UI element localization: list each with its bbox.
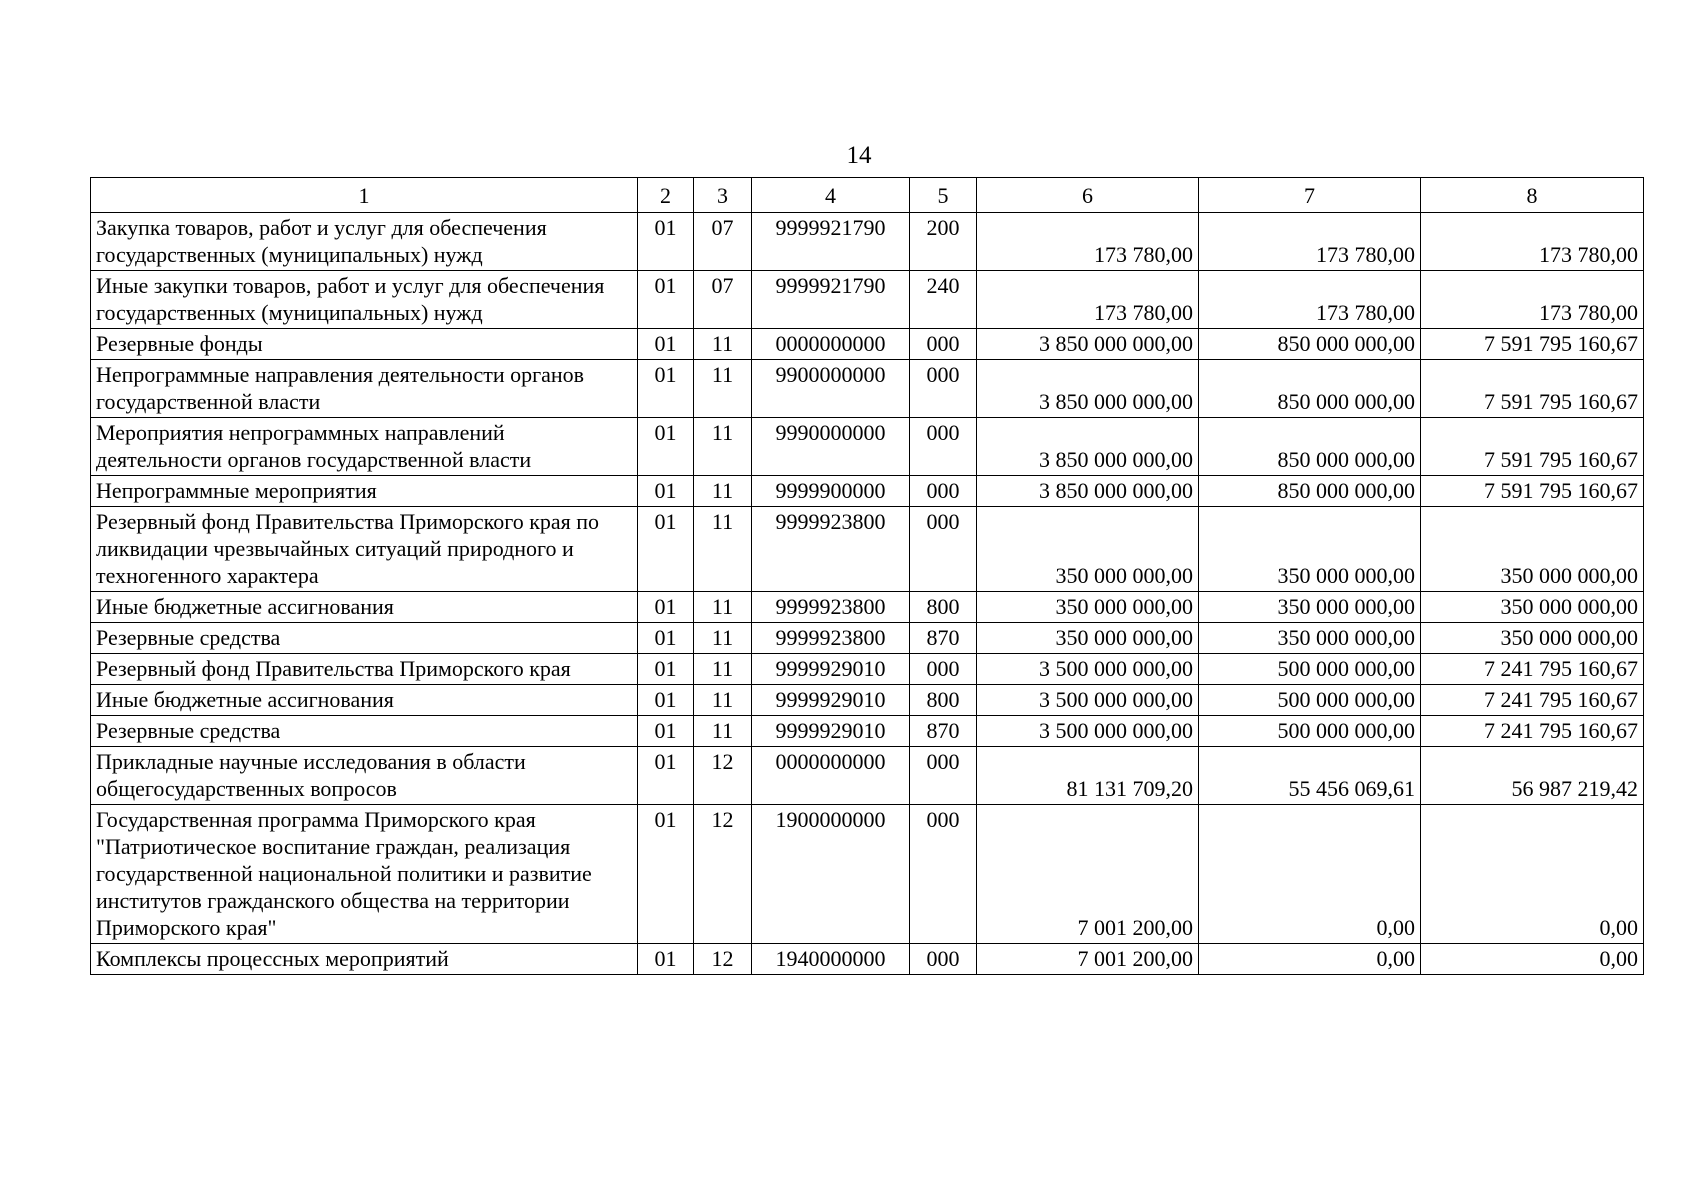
table-row (91, 507, 1644, 592)
expense-type-cell: 870 (910, 716, 977, 747)
row-name-cell: Государственная программа Приморского края "Патриотическое воспитание граждан, реализация государственной национальной политики и развитие институтов гражданского общества на территории Приморского края" (91, 805, 638, 944)
subsection-code-cell: 11 (694, 654, 752, 685)
amount-cell-col7: 173 780,00 (1199, 271, 1421, 329)
section-code-cell: 01 (638, 213, 694, 271)
amount-cell-col6: 350 000 000,00 (977, 592, 1199, 623)
section-code-cell: 01 (638, 592, 694, 623)
amount-cell-col6: 173 780,00 (977, 213, 1199, 271)
section-code-cell: 01 (638, 507, 694, 592)
table-row (91, 747, 1644, 805)
table-row (91, 716, 1644, 747)
section-code-cell: 01 (638, 805, 694, 944)
target-item-cell: 0000000000 (752, 329, 910, 360)
row-name-cell: Резервные фонды (91, 329, 638, 360)
section-code-cell: 01 (638, 747, 694, 805)
expense-type-cell: 000 (910, 944, 977, 975)
subsection-code-cell: 11 (694, 360, 752, 418)
table-row (91, 329, 1644, 360)
row-name-cell: Иные бюджетные ассигнования (91, 685, 638, 716)
amount-cell-col6: 3 500 000 000,00 (977, 685, 1199, 716)
table-header-row (91, 178, 1644, 213)
amount-cell-col7: 500 000 000,00 (1199, 654, 1421, 685)
section-code-cell: 01 (638, 685, 694, 716)
amount-cell-col8: 350 000 000,00 (1421, 623, 1644, 654)
header-cell: 3 (694, 178, 752, 213)
header-cell: 2 (638, 178, 694, 213)
amount-cell-col7: 173 780,00 (1199, 213, 1421, 271)
amount-cell-col7: 850 000 000,00 (1199, 476, 1421, 507)
amount-cell-col6: 350 000 000,00 (977, 623, 1199, 654)
amount-cell-col6: 3 500 000 000,00 (977, 654, 1199, 685)
amount-cell-col6: 7 001 200,00 (977, 944, 1199, 975)
table-row (91, 685, 1644, 716)
amount-cell-col7: 350 000 000,00 (1199, 507, 1421, 592)
subsection-code-cell: 11 (694, 476, 752, 507)
amount-cell-col7: 350 000 000,00 (1199, 623, 1421, 654)
target-item-cell: 9900000000 (752, 360, 910, 418)
row-name-cell: Резервные средства (91, 716, 638, 747)
amount-cell-col6: 173 780,00 (977, 271, 1199, 329)
amount-cell-col6: 3 850 000 000,00 (977, 360, 1199, 418)
table-row (91, 654, 1644, 685)
table-row (91, 805, 1644, 944)
target-item-cell: 9999921790 (752, 271, 910, 329)
section-code-cell: 01 (638, 716, 694, 747)
row-name-cell: Резервный фонд Правительства Приморского края по ликвидации чрезвычайных ситуаций природного и техногенного характера (91, 507, 638, 592)
section-code-cell: 01 (638, 271, 694, 329)
amount-cell-col6: 3 850 000 000,00 (977, 476, 1199, 507)
section-code-cell: 01 (638, 944, 694, 975)
amount-cell-col8: 7 591 795 160,67 (1421, 329, 1644, 360)
subsection-code-cell: 11 (694, 507, 752, 592)
amount-cell-col8: 7 591 795 160,67 (1421, 360, 1644, 418)
amount-cell-col6: 3 850 000 000,00 (977, 329, 1199, 360)
target-item-cell: 9990000000 (752, 418, 910, 476)
subsection-code-cell: 11 (694, 329, 752, 360)
amount-cell-col8: 350 000 000,00 (1421, 507, 1644, 592)
expense-type-cell: 000 (910, 476, 977, 507)
expense-type-cell: 870 (910, 623, 977, 654)
section-code-cell: 01 (638, 623, 694, 654)
amount-cell-col7: 55 456 069,61 (1199, 747, 1421, 805)
subsection-code-cell: 07 (694, 213, 752, 271)
row-name-cell: Прикладные научные исследования в области общегосударственных вопросов (91, 747, 638, 805)
section-code-cell: 01 (638, 476, 694, 507)
subsection-code-cell: 11 (694, 685, 752, 716)
header-cell: 7 (1199, 178, 1421, 213)
subsection-code-cell: 11 (694, 418, 752, 476)
row-name-cell: Резервные средства (91, 623, 638, 654)
row-name-cell: Иные бюджетные ассигнования (91, 592, 638, 623)
table-row (91, 592, 1644, 623)
table-row (91, 360, 1644, 418)
amount-cell-col6: 81 131 709,20 (977, 747, 1199, 805)
row-name-cell: Иные закупки товаров, работ и услуг для обеспечения государственных (муниципальных) нужд (91, 271, 638, 329)
amount-cell-col7: 850 000 000,00 (1199, 418, 1421, 476)
target-item-cell: 9999929010 (752, 654, 910, 685)
amount-cell-col8: 173 780,00 (1421, 213, 1644, 271)
amount-cell-col8: 56 987 219,42 (1421, 747, 1644, 805)
expense-type-cell: 000 (910, 329, 977, 360)
target-item-cell: 9999923800 (752, 507, 910, 592)
amount-cell-col8: 350 000 000,00 (1421, 592, 1644, 623)
table-row (91, 623, 1644, 654)
amount-cell-col8: 7 591 795 160,67 (1421, 476, 1644, 507)
header-cell: 8 (1421, 178, 1644, 213)
header-cell: 4 (752, 178, 910, 213)
row-name-cell: Непрограммные направления деятельности органов государственной власти (91, 360, 638, 418)
subsection-code-cell: 07 (694, 271, 752, 329)
target-item-cell: 9999929010 (752, 685, 910, 716)
table-row (91, 418, 1644, 476)
section-code-cell: 01 (638, 654, 694, 685)
amount-cell-col7: 0,00 (1199, 944, 1421, 975)
amount-cell-col7: 850 000 000,00 (1199, 360, 1421, 418)
amount-cell-col7: 350 000 000,00 (1199, 592, 1421, 623)
amount-cell-col8: 7 241 795 160,67 (1421, 654, 1644, 685)
target-item-cell: 9999923800 (752, 592, 910, 623)
expense-type-cell: 800 (910, 685, 977, 716)
row-name-cell: Комплексы процессных мероприятий (91, 944, 638, 975)
expense-type-cell: 000 (910, 654, 977, 685)
amount-cell-col7: 500 000 000,00 (1199, 685, 1421, 716)
budget-table (90, 177, 1644, 975)
expense-type-cell: 000 (910, 507, 977, 592)
amount-cell-col6: 7 001 200,00 (977, 805, 1199, 944)
header-cell: 1 (91, 178, 638, 213)
subsection-code-cell: 12 (694, 747, 752, 805)
expense-type-cell: 000 (910, 360, 977, 418)
subsection-code-cell: 11 (694, 623, 752, 654)
section-code-cell: 01 (638, 329, 694, 360)
amount-cell-col8: 7 241 795 160,67 (1421, 716, 1644, 747)
header-cell: 5 (910, 178, 977, 213)
amount-cell-col8: 7 241 795 160,67 (1421, 685, 1644, 716)
amount-cell-col8: 173 780,00 (1421, 271, 1644, 329)
page-number: 14 (846, 142, 872, 169)
target-item-cell: 9999921790 (752, 213, 910, 271)
target-item-cell: 9999929010 (752, 716, 910, 747)
row-name-cell: Закупка товаров, работ и услуг для обеспечения государственных (муниципальных) нужд (91, 213, 638, 271)
amount-cell-col6: 3 500 000 000,00 (977, 716, 1199, 747)
row-name-cell: Мероприятия непрограммных направлений деятельности органов государственной власти (91, 418, 638, 476)
amount-cell-col7: 0,00 (1199, 805, 1421, 944)
target-item-cell: 9999923800 (752, 623, 910, 654)
amount-cell-col8: 7 591 795 160,67 (1421, 418, 1644, 476)
section-code-cell: 01 (638, 360, 694, 418)
row-name-cell: Резервный фонд Правительства Приморского края (91, 654, 638, 685)
table-row (91, 213, 1644, 271)
expense-type-cell: 000 (910, 805, 977, 944)
amount-cell-col7: 500 000 000,00 (1199, 716, 1421, 747)
subsection-code-cell: 11 (694, 716, 752, 747)
amount-cell-col8: 0,00 (1421, 944, 1644, 975)
subsection-code-cell: 12 (694, 805, 752, 944)
expense-type-cell: 000 (910, 747, 977, 805)
target-item-cell: 1900000000 (752, 805, 910, 944)
table-row (91, 271, 1644, 329)
header-cell: 6 (977, 178, 1199, 213)
amount-cell-col8: 0,00 (1421, 805, 1644, 944)
target-item-cell: 0000000000 (752, 747, 910, 805)
expense-type-cell: 240 (910, 271, 977, 329)
section-code-cell: 01 (638, 418, 694, 476)
expense-type-cell: 000 (910, 418, 977, 476)
amount-cell-col7: 850 000 000,00 (1199, 329, 1421, 360)
amount-cell-col6: 350 000 000,00 (977, 507, 1199, 592)
subsection-code-cell: 11 (694, 592, 752, 623)
expense-type-cell: 800 (910, 592, 977, 623)
table-row (91, 944, 1644, 975)
expense-type-cell: 200 (910, 213, 977, 271)
table-row (91, 476, 1644, 507)
subsection-code-cell: 12 (694, 944, 752, 975)
row-name-cell: Непрограммные мероприятия (91, 476, 638, 507)
target-item-cell: 1940000000 (752, 944, 910, 975)
amount-cell-col6: 3 850 000 000,00 (977, 418, 1199, 476)
target-item-cell: 9999900000 (752, 476, 910, 507)
